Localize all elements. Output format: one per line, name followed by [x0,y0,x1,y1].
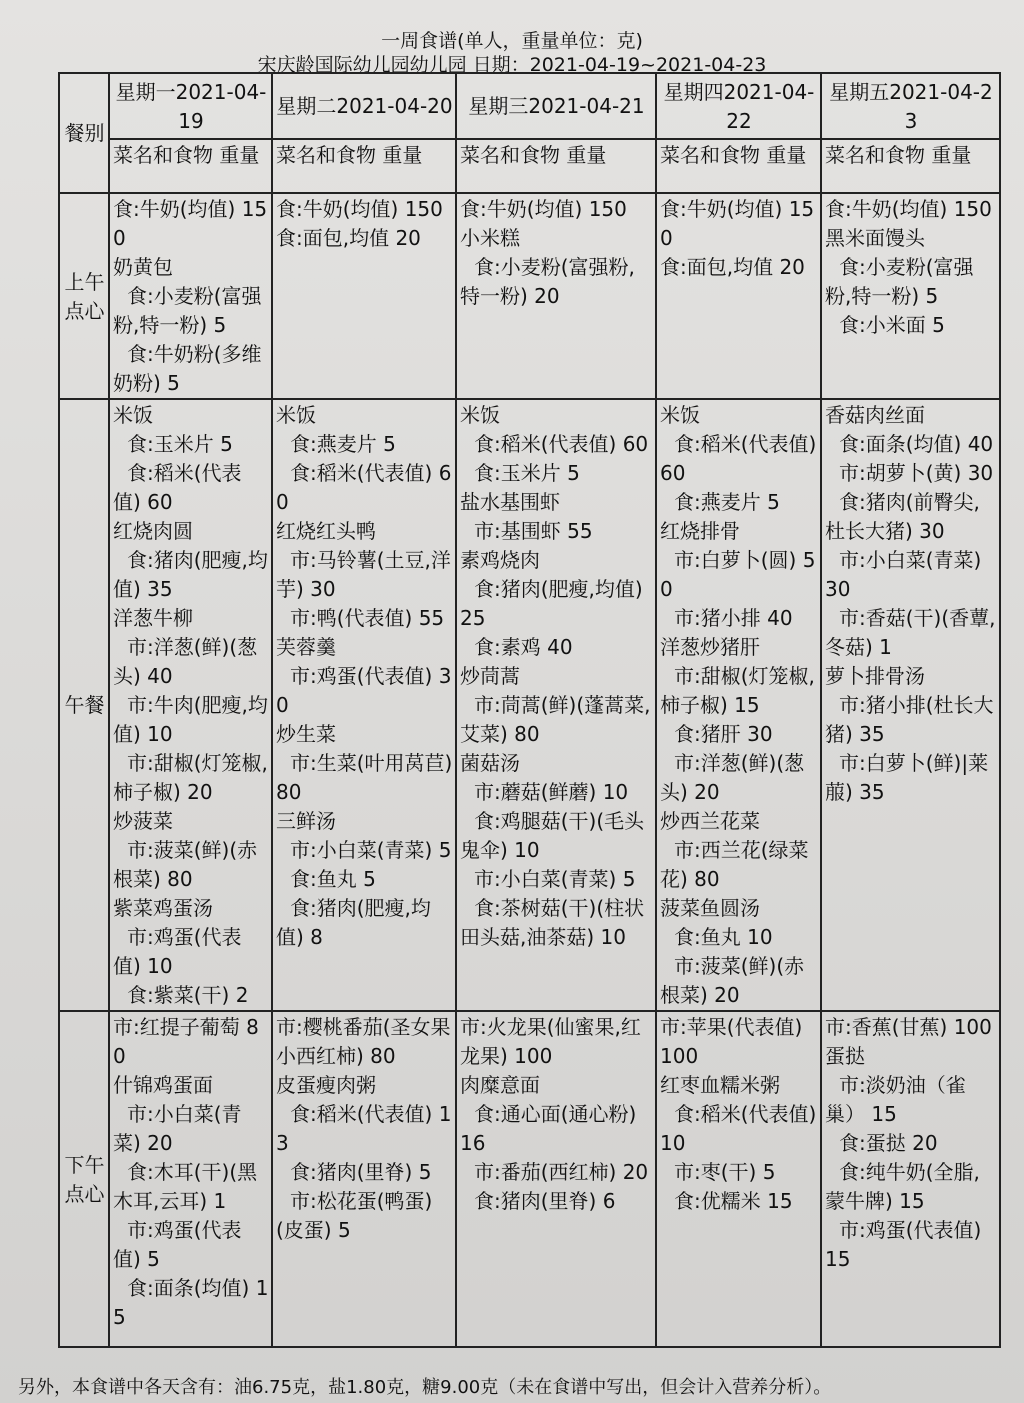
menu-cell [456,193,656,399]
food-item: 市:香蕉(甘蕉) 100 [825,1015,992,1039]
menu-cell [821,399,1000,1011]
food-item: 菠菜鱼圆汤 [660,896,760,920]
food-item: 食:稻米(代表值) 13 [276,1102,452,1155]
food-item: 食:牛奶(均值) 150 [276,197,443,221]
food-item: 洋葱炒猪肝 [660,635,760,659]
food-item: 市:马铃薯(土豆,洋芋) 30 [276,548,451,601]
food-item: 食:紫菜(干) 2 [127,983,249,1007]
food-item: 市:菠菜(鲜)(赤根菜) 20 [660,954,805,1007]
food-item: 市:淡奶油（雀巢） 15 [825,1073,966,1126]
food-item: 市:白萝卜(圆) 50 [660,548,816,601]
food-item: 市:茼蒿(鲜)(蓬蒿菜,艾菜) 80 [460,693,651,746]
food-item: 食:牛奶(均值) 150 [660,197,815,250]
food-item: 洋葱牛柳 [113,606,193,630]
food-item: 食:燕麦片 5 [674,490,780,514]
food-item: 食:鸡腿菇(干)(毛头鬼伞) 10 [460,809,645,862]
food-item: 市:白萝卜(鲜)|莱菔) 35 [825,751,989,804]
food-item: 市:枣(干) 5 [674,1160,776,1184]
column-subheader: 菜名和食物 重量 [456,139,656,193]
food-item: 米饭 [276,403,316,427]
food-item: 市:鸡蛋(代表值) 15 [825,1218,982,1271]
meal-row [59,399,1000,1011]
food-item: 市:洋葱(鲜)(葱头) 40 [113,635,258,688]
food-item: 食:牛奶(均值) 150 [825,197,992,221]
food-item: 萝卜排骨汤 [825,664,925,688]
meal-name: 上午点心 [59,193,109,399]
food-item: 市:番茄(西红柿) 20 [474,1160,649,1184]
food-item: 炒菠菜 [113,809,173,833]
food-item: 什锦鸡蛋面 [113,1073,213,1097]
food-item: 市:鸡蛋(代表值) 5 [113,1218,242,1271]
food-item: 黑米面馒头 [825,226,925,250]
food-item: 芙蓉羹 [276,635,336,659]
food-item: 蛋挞 [825,1044,865,1068]
food-item: 市:基围虾 55 [474,519,593,543]
food-item: 食:稻米(代表值) 60 [276,461,452,514]
food-item: 市:松花蛋(鸭蛋)(皮蛋) 5 [276,1189,433,1242]
food-item: 皮蛋瘦肉粥 [276,1073,376,1097]
food-item: 市:小白菜(青菜) 5 [290,838,452,862]
day-header: 星期五2021-04-23 [821,73,1000,139]
food-item: 市:西兰花(绿菜花) 80 [660,838,809,891]
menu-cell [272,193,456,399]
food-item: 食:通心面(通心粉) 16 [460,1102,637,1155]
food-item: 食:猪肉(肥瘦,均值) 35 [113,548,268,601]
food-item: 食:木耳(干)(黑木耳,云耳) 1 [113,1160,258,1213]
food-item: 米饭 [660,403,700,427]
food-item: 食:素鸡 40 [474,635,573,659]
food-item: 菌菇汤 [460,751,520,775]
footer-note: 另外，本食谱中各天含有：油6.75克，盐1.80克，糖9.00克（未在食谱中写出，但会计入营养分析）。 [18,1377,832,1398]
food-item: 红烧肉圆 [113,519,193,543]
food-item: 市:鸡蛋(代表值) 10 [113,925,242,978]
meal-row [59,193,1000,399]
food-item: 食:玉米片 5 [127,432,233,456]
food-item: 食:小米面 5 [839,313,945,337]
food-item: 市:火龙果(仙蜜果,红龙果) 100 [460,1015,641,1068]
food-item: 市:猪小排 40 [674,606,793,630]
food-item: 红烧排骨 [660,519,740,543]
food-item: 食:纯牛奶(全脂,蒙牛牌) 15 [825,1160,980,1213]
food-item: 市:生菜(叶用莴苣) 80 [276,751,453,804]
food-item: 食:牛奶粉(多维奶粉) 5 [113,342,262,395]
food-item: 市:鸭(代表值) 55 [290,606,445,630]
food-item: 三鲜汤 [276,809,336,833]
day-header: 星期二2021-04-20 [272,73,456,139]
food-item: 红烧红头鸭 [276,519,376,543]
food-item: 食:优糯米 15 [674,1189,793,1213]
food-item: 食:猪肉(肥瘦,均值) 25 [460,577,643,630]
food-item: 市:香菇(干)(香蕈,冬菇) 1 [825,606,996,659]
food-item: 食:猪肉(肥瘦,均值) 8 [276,896,431,949]
menu-cell [456,1011,656,1347]
food-item: 市:甜椒(灯笼椒,柿子椒) 20 [113,751,268,804]
food-item: 食:面条(均值) 40 [839,432,994,456]
food-item: 米饭 [460,403,500,427]
food-item: 食:燕麦片 5 [290,432,396,456]
column-subheader: 菜名和食物 重量 [272,139,456,193]
food-item: 紫菜鸡蛋汤 [113,896,213,920]
food-item: 炒茼蒿 [460,664,520,688]
food-item: 市:苹果(代表值) 100 [660,1015,803,1068]
weekly-menu-table [58,72,1001,1348]
food-item: 市:甜椒(灯笼椒,柿子椒) 15 [660,664,815,717]
food-item: 食:猪肝 30 [674,722,773,746]
food-item: 米饭 [113,403,153,427]
food-item: 食:小麦粉(富强粉,特一粉) 5 [825,255,974,308]
food-item: 食:小麦粉(富强粉,特一粉) 20 [460,255,635,308]
food-item: 市:鸡蛋(代表值) 30 [276,664,452,717]
food-item: 食:稻米(代表值) 10 [660,1102,817,1155]
menu-cell [272,399,456,1011]
day-header: 星期四2021-04-22 [656,73,821,139]
food-item: 食:稻米(代表值) 60 [474,432,649,456]
food-item: 香菇肉丝面 [825,403,925,427]
food-item: 炒西兰花菜 [660,809,760,833]
food-item: 市:小白菜(青菜) 30 [825,548,982,601]
menu-cell [656,1011,821,1347]
food-item: 市:牛肉(肥瘦,均值) 10 [113,693,268,746]
menu-cell [656,399,821,1011]
food-item: 食:面条(均值) 15 [113,1276,269,1329]
food-item: 食:茶树菇(干)(柱状田头菇,油茶菇) 10 [460,896,645,949]
menu-cell [272,1011,456,1347]
food-item: 食:稻米(代表值) 60 [660,432,817,485]
food-item: 食:面包,均值 20 [276,226,421,250]
food-item: 素鸡烧肉 [460,548,540,572]
page-title: 一周食谱(单人，重量单位：克) [381,30,643,52]
meal-name: 下午点心 [59,1011,109,1347]
column-subheader: 菜名和食物 重量 [821,139,1000,193]
menu-cell [109,399,272,1011]
column-subheader: 菜名和食物 重量 [656,139,821,193]
food-item: 食:稻米(代表值) 60 [113,461,242,514]
food-item: 食:面包,均值 20 [660,255,805,279]
food-item: 奶黄包 [113,255,173,279]
food-item: 食:猪肉(前臀尖,杜长大猪) 30 [825,490,980,543]
food-item: 食:猪肉(里脊) 6 [474,1189,616,1213]
food-item: 盐水基围虾 [460,490,560,514]
menu-cell [656,193,821,399]
menu-cell [456,399,656,1011]
food-item: 市:洋葱(鲜)(葱头) 20 [660,751,805,804]
food-item: 市:菠菜(鲜)(赤根菜) 80 [113,838,258,891]
menu-cell [821,193,1000,399]
day-header: 星期一2021-04-19 [109,73,272,139]
food-item: 市:猪小排(杜长大猪) 35 [825,693,994,746]
column-subheader: 菜名和食物 重量 [109,139,272,193]
meal-row [59,1011,1000,1347]
food-item: 市:樱桃番茄(圣女果小西红柿) 80 [276,1015,451,1068]
food-item: 肉糜意面 [460,1073,540,1097]
meal-name: 午餐 [59,399,109,1011]
food-item: 市:蘑菇(鲜蘑) 10 [474,780,629,804]
food-item: 食:猪肉(里脊) 5 [290,1160,432,1184]
food-item: 市:红提子葡萄 80 [113,1015,259,1068]
food-item: 食:牛奶(均值) 150 [460,197,627,221]
page-subtitle: 宋庆龄国际幼儿园幼儿园 日期：2021-04-19~2021-04-23 [257,54,767,76]
day-header: 星期三2021-04-21 [456,73,656,139]
food-item: 食:牛奶(均值) 150 [113,197,268,250]
menu-cell [821,1011,1000,1347]
food-item: 市:小白菜(青菜) 20 [113,1102,242,1155]
food-item: 食:玉米片 5 [474,461,580,485]
food-item: 市:胡萝卜(黄) 30 [839,461,994,485]
food-item: 食:鱼丸 10 [674,925,773,949]
food-item: 小米糕 [460,226,520,250]
food-item: 食:鱼丸 5 [290,867,376,891]
food-item: 食:小麦粉(富强粉,特一粉) 5 [113,284,262,337]
food-item: 食:蛋挞 20 [839,1131,938,1155]
menu-cell [109,193,272,399]
food-item: 炒生菜 [276,722,336,746]
food-item: 红枣血糯米粥 [660,1073,780,1097]
sub-header-row [59,139,1000,193]
menu-cell [109,1011,272,1347]
food-item: 市:小白菜(青菜) 5 [474,867,636,891]
day-header-row [59,73,1000,139]
meal-type-header: 餐别 [59,73,109,193]
